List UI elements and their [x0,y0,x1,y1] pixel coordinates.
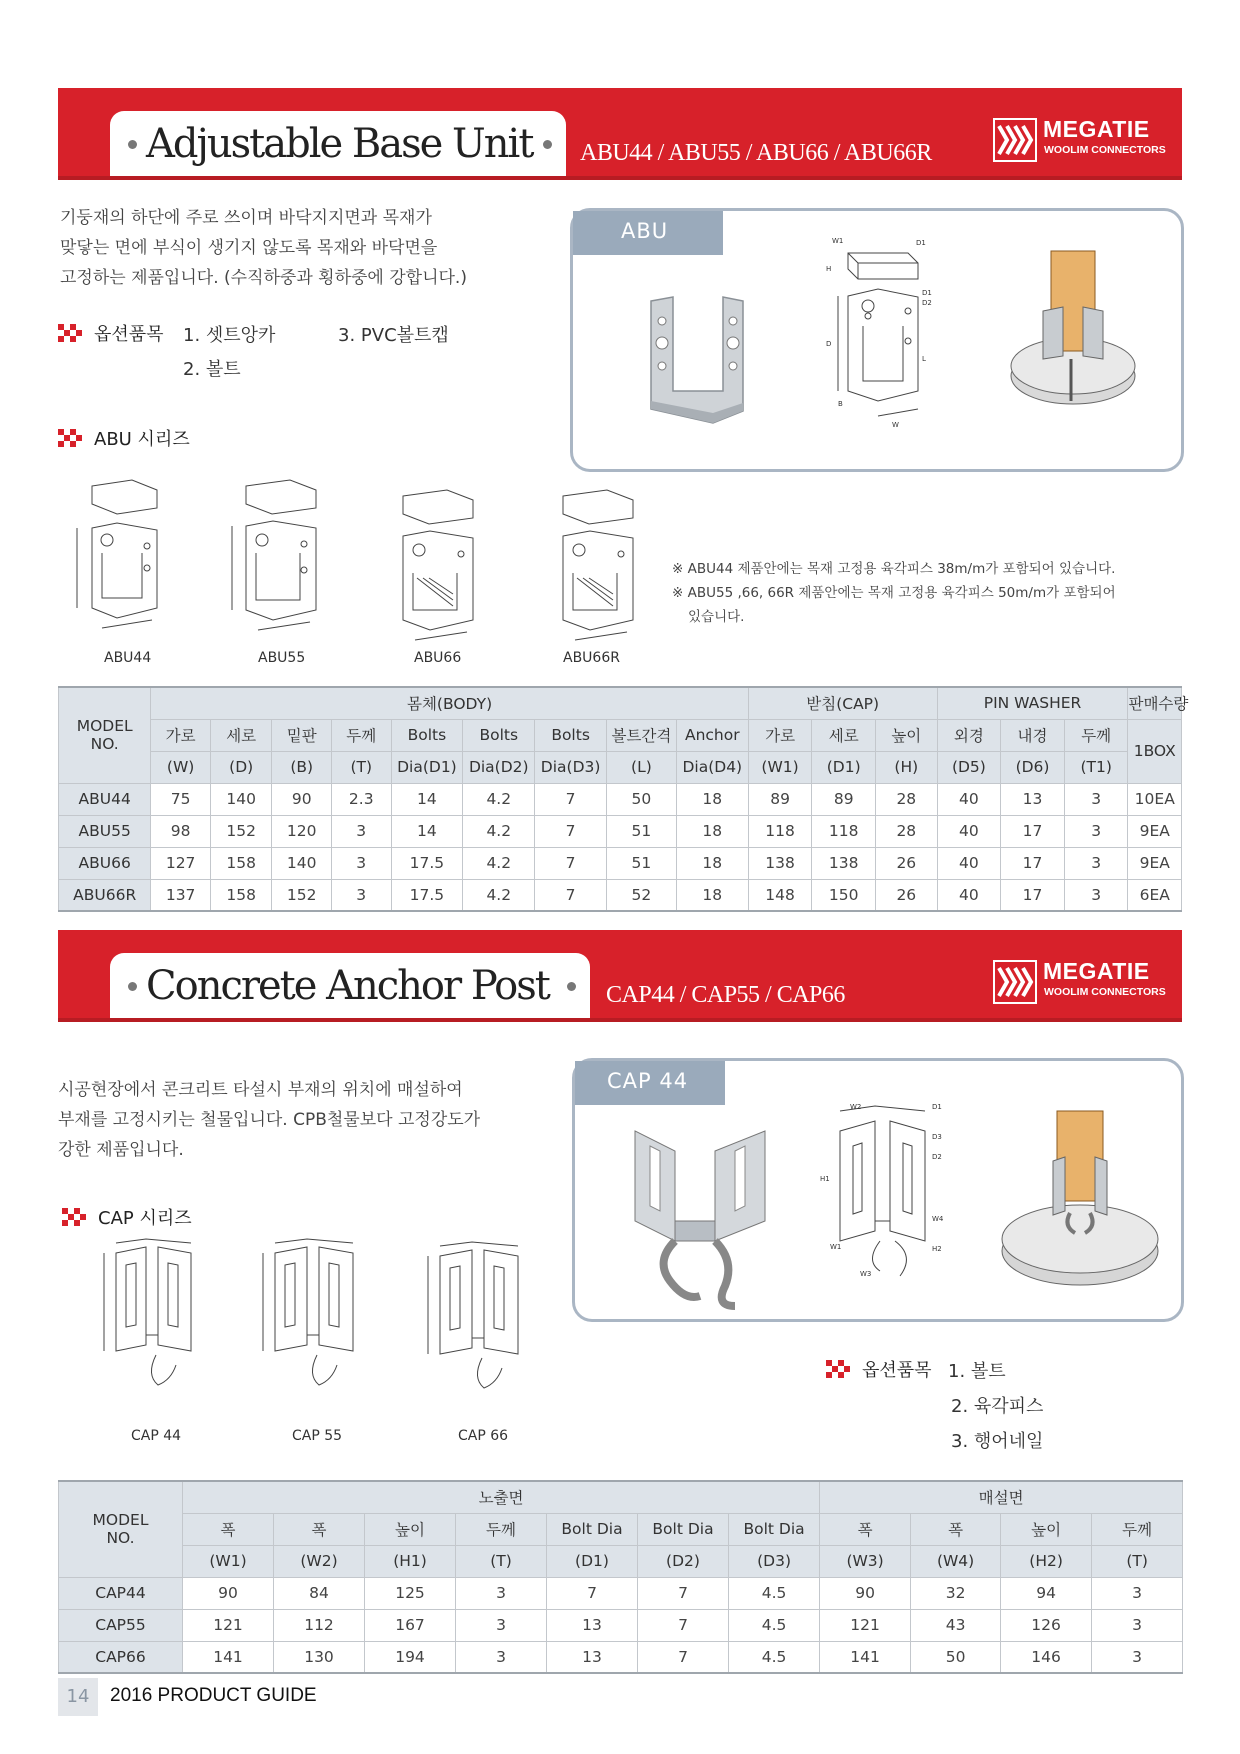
table-cell: 125 [365,1577,456,1609]
svg-text:W: W [892,421,899,429]
cap-desc-line: 부재를 고정시키는 철물입니다. CPB철물보다 고정강도가 [58,1110,481,1130]
column-name: 폭 [820,1513,911,1545]
table-cell: 7 [535,879,607,911]
table-cell: 7 [638,1577,729,1609]
table-cell: 18 [676,783,748,815]
table-cell: 146 [1001,1641,1092,1673]
column-unit: (D1) [547,1545,638,1577]
cap-spec-table [58,1480,1183,1674]
table-cell: 138 [812,847,876,879]
column-name: 가로 [151,719,211,751]
table-cell: 17 [1001,879,1065,911]
column-name: 내경 [1001,719,1065,751]
abu55-label: ABU55 [258,650,306,666]
column-unit: (D5) [937,751,1001,783]
abu-options-label: 옵션품목 [94,324,164,345]
table-cell: 3 [1092,1641,1183,1673]
table-cell: 6EA [1128,879,1182,911]
column-name: 세로 [210,719,272,751]
abu-installed-view [1003,241,1143,421]
abu66r-label: ABU66R [563,650,620,666]
checker-bullet-icon [62,1208,84,1226]
table-cell: 4.5 [729,1577,820,1609]
table-cell: 121 [820,1609,911,1641]
group-header: 매설면 [820,1481,1183,1513]
table-cell: 84 [274,1577,365,1609]
table-cell: 3 [456,1609,547,1641]
table-cell: 3 [331,815,391,847]
abu-option-1: 1. 셋트앙카 [183,325,276,346]
table-cell: 120 [272,815,332,847]
megatie-logo [993,958,1173,1006]
table-cell: 152 [272,879,332,911]
table-cell: 3 [1064,783,1128,815]
column-unit: (L) [607,751,677,783]
table-row [59,1609,1183,1641]
table-cell: 40 [937,879,1001,911]
abu-desc-line: 고정하는 제품입니다. (수직하중과 횡하중에 강합니다.) [60,268,467,288]
cap-header-band [58,930,1182,1018]
column-name: Anchor [676,719,748,751]
table-cell: 3 [1092,1577,1183,1609]
table-cell: 51 [607,847,677,879]
svg-text:H2: H2 [932,1245,942,1253]
column-name: 두께 [456,1513,547,1545]
column-name: 높이 [365,1513,456,1545]
column-unit: (H) [876,751,938,783]
table-cell: 13 [1001,783,1065,815]
column-name: 밑판 [272,719,332,751]
svg-text:B: B [838,400,843,408]
table-cell: 4.2 [463,815,535,847]
table-cell: 7 [535,847,607,879]
table-cell: 150 [812,879,876,911]
cap55-label: CAP 55 [292,1428,343,1444]
table-cell: 141 [183,1641,274,1673]
megatie-logo [993,116,1173,164]
table-row [59,1577,1183,1609]
page-number: 14 [58,1678,98,1716]
table-cell: 194 [365,1641,456,1673]
table-row [59,847,1182,879]
table-cell: 118 [748,815,812,847]
column-unit: (T) [456,1545,547,1577]
table-cell: 3 [1092,1609,1183,1641]
table-cell: 4.2 [463,783,535,815]
table-cell: 4.2 [463,879,535,911]
column-unit: (D1) [812,751,876,783]
column-unit: (D) [210,751,272,783]
table-cell: 90 [183,1577,274,1609]
column-name: 두께 [1064,719,1128,751]
table-row [59,1641,1183,1673]
table-cell: 17.5 [391,847,463,879]
abu-model-list: ABU44 / ABU55 / ABU66 / ABU66R [580,140,932,166]
abu-series-heading [58,425,190,451]
column-unit: (H1) [365,1545,456,1577]
model-cell: CAP55 [59,1609,183,1641]
column-unit: (T) [331,751,391,783]
table-cell: 18 [676,847,748,879]
brand-sub: WOOLIM CONNECTORS [1044,144,1166,156]
table-cell: 50 [911,1641,1001,1673]
cap-photo [615,1121,785,1311]
table-cell: 138 [748,847,812,879]
cap-option-1: 1. 볼트 [948,1361,1006,1382]
table-cell: 40 [937,847,1001,879]
table-cell: 4.2 [463,847,535,879]
cap-technical-drawing [820,1101,970,1291]
abu66-drawing [375,478,495,648]
abu-photo [643,291,753,431]
abu66-label: ABU66 [414,650,462,666]
table-cell: 17 [1001,847,1065,879]
column-unit: (H2) [1001,1545,1092,1577]
megatie-logo-icon [993,960,1037,1004]
cap-installed-view [995,1101,1165,1301]
table-cell: 127 [151,847,211,879]
svg-text:L: L [922,355,926,363]
svg-text:H1: H1 [820,1175,830,1183]
column-unit: (W1) [183,1545,274,1577]
cap55-drawing [255,1235,385,1405]
column-unit: (D2) [638,1545,729,1577]
column-name: 볼트간격 [607,719,677,751]
abu-box-tab: ABU [573,211,723,255]
column-name: 폭 [911,1513,1001,1545]
abu-option-2: 2. 볼트 [183,359,241,380]
table-cell: 26 [876,879,938,911]
abu-header-band [58,88,1182,176]
footer-guide-title: 2016 PRODUCT GUIDE [110,1685,317,1706]
abu-technical-drawing [818,231,948,431]
table-cell: 140 [272,847,332,879]
column-name: Bolt Dia [547,1513,638,1545]
svg-text:D: D [826,340,832,348]
table-row [59,879,1182,911]
table-cell: 7 [638,1609,729,1641]
column-name: 폭 [274,1513,365,1545]
megatie-logo-icon [993,118,1037,162]
column-name: 높이 [876,719,938,751]
table-cell: 3 [331,847,391,879]
table-cell: 7 [535,815,607,847]
svg-text:W1: W1 [832,237,844,245]
cap-options-heading [826,1356,932,1382]
table-cell: 28 [876,815,938,847]
abu-series-label: ABU 시리즈 [94,429,190,450]
abu-notes [672,557,1116,629]
svg-text:W1: W1 [830,1243,842,1251]
table-cell: 40 [937,815,1001,847]
cap-description [58,1075,480,1165]
table-cell: 137 [151,879,211,911]
column-unit: Dia(D3) [535,751,607,783]
column-name: 가로 [748,719,812,751]
table-cell: 75 [151,783,211,815]
abu-option-3: 3. PVC볼트캡 [338,325,449,346]
column-unit: Dia(D4) [676,751,748,783]
abu44-drawing [62,468,182,638]
table-cell: 13 [547,1641,638,1673]
abu44-label: ABU44 [104,650,152,666]
table-cell: 98 [151,815,211,847]
cap-options-label: 옵션품목 [862,1360,932,1381]
cap-title-tab [110,953,590,1018]
table-cell: 3 [1064,879,1128,911]
column-name: 세로 [812,719,876,751]
cap-desc-line: 시공현장에서 콘크리트 타설시 부재의 위치에 매설하여 [58,1080,463,1100]
table-cell: 3 [1064,847,1128,879]
column-name: Bolt Dia [638,1513,729,1545]
table-cell: 140 [210,783,272,815]
column-name: 두께 [331,719,391,751]
model-header: MODEL NO. [59,687,151,783]
column-name: 높이 [1001,1513,1092,1545]
table-cell: 10EA [1128,783,1182,815]
column-unit: (D6) [1001,751,1065,783]
table-row [59,783,1182,815]
model-header: MODEL NO. [59,1481,183,1577]
table-cell: 90 [272,783,332,815]
table-cell: 3 [1064,815,1128,847]
table-cell: 148 [748,879,812,911]
table-cell: 90 [820,1577,911,1609]
column-name: Bolt Dia [729,1513,820,1545]
table-cell: 158 [210,847,272,879]
cap44-drawing [96,1235,226,1405]
table-cell: 167 [365,1609,456,1641]
column-name: 두께 [1092,1513,1183,1545]
svg-text:W4: W4 [932,1215,944,1223]
column-unit: (W2) [274,1545,365,1577]
table-cell: 43 [911,1609,1001,1641]
table-cell: 158 [210,879,272,911]
column-unit: (W3) [820,1545,911,1577]
table-cell: 126 [1001,1609,1092,1641]
table-cell: 89 [812,783,876,815]
abu-desc-line: 맞닿는 면에 부식이 생기지 않도록 목재와 바닥면을 [60,238,438,258]
table-cell: 13 [547,1609,638,1641]
abu-options-heading [58,320,164,346]
model-cell: ABU66 [59,847,151,879]
table-cell: 9EA [1128,815,1182,847]
abu-note-line: ※ ABU44 제품안에는 목재 고정용 육각피스 38m/m가 포함되어 있습니다. [672,561,1116,577]
brand-sub: WOOLIM CONNECTORS [1044,986,1166,998]
svg-text:D2: D2 [932,1153,942,1161]
table-cell: 3 [331,879,391,911]
group-header: PIN WASHER [937,687,1128,719]
group-header: 몸체(BODY) [151,687,748,719]
table-cell: 18 [676,879,748,911]
abu-note-line: ※ ABU55 ,66, 66R 제품안에는 목재 고정용 육각피스 50m/m가 포함되어 [672,585,1116,601]
svg-text:D1: D1 [916,239,926,247]
abu55-drawing [218,468,338,638]
svg-text:H: H [826,265,832,273]
cap66-label: CAP 66 [458,1428,509,1444]
column-name: 외경 [937,719,1001,751]
cap-title: Concrete Anchor Post [146,963,549,1009]
model-cell: CAP66 [59,1641,183,1673]
table-cell: 32 [911,1577,1001,1609]
abu-title: Adjustable Base Unit [146,121,533,167]
table-cell: 17 [1001,815,1065,847]
column-unit: (T1) [1064,751,1128,783]
column-unit: (W4) [911,1545,1001,1577]
model-cell: CAP44 [59,1577,183,1609]
table-cell: 118 [812,815,876,847]
table-cell: 26 [876,847,938,879]
table-cell: 9EA [1128,847,1182,879]
column-unit: (D3) [729,1545,820,1577]
table-cell: 50 [607,783,677,815]
abu-title-tab [110,111,566,176]
column-unit: Dia(D2) [463,751,535,783]
svg-text:D2: D2 [922,299,932,307]
svg-text:D1: D1 [922,289,932,297]
column-unit: (B) [272,751,332,783]
table-cell: 4.5 [729,1641,820,1673]
table-cell: 7 [638,1641,729,1673]
cap-series-heading [62,1204,192,1230]
table-cell: 7 [535,783,607,815]
cap-desc-line: 강한 제품입니다. [58,1140,184,1160]
table-cell: 14 [391,815,463,847]
table-cell: 17.5 [391,879,463,911]
table-cell: 89 [748,783,812,815]
cap-box-tab: CAP 44 [575,1061,725,1105]
abu66r-drawing [535,478,655,648]
model-cell: ABU66R [59,879,151,911]
svg-text:W3: W3 [860,1270,872,1278]
table-cell: 3 [456,1577,547,1609]
column-name: Bolts [535,719,607,751]
checker-bullet-icon [58,429,80,447]
checker-bullet-icon [826,1360,848,1378]
cap44-label: CAP 44 [131,1428,182,1444]
svg-text:D3: D3 [932,1133,942,1141]
table-cell: 28 [876,783,938,815]
table-cell: 121 [183,1609,274,1641]
table-cell: 3 [456,1641,547,1673]
cap66-drawing [420,1238,550,1408]
svg-text:W2: W2 [850,1103,862,1111]
table-cell: 40 [937,783,1001,815]
brand-name: MEGATIE [1043,958,1150,984]
model-cell: ABU55 [59,815,151,847]
cap-model-list: CAP44 / CAP55 / CAP66 [606,982,845,1008]
cap-series-label: CAP 시리즈 [98,1208,192,1229]
abu-product-box [570,208,1184,472]
table-cell: 7 [547,1577,638,1609]
column-unit: (W) [151,751,211,783]
column-name: Bolts [463,719,535,751]
table-cell: 112 [274,1609,365,1641]
cap-product-box [572,1058,1184,1322]
table-cell: 141 [820,1641,911,1673]
abu-spec-table [58,686,1189,912]
table-cell: 152 [210,815,272,847]
abu-desc-line: 기둥재의 하단에 주로 쓰이며 바닥지지면과 목재가 [60,208,432,228]
box-qty-header: 1BOX [1128,719,1182,783]
model-cell: ABU44 [59,783,151,815]
brand-name: MEGATIE [1043,116,1150,142]
column-unit: (W1) [748,751,812,783]
table-cell: 2.3 [331,783,391,815]
table-cell: 51 [607,815,677,847]
group-header: 받침(CAP) [748,687,937,719]
table-cell: 4.5 [729,1609,820,1641]
checker-bullet-icon [58,324,80,342]
column-name: Bolts [391,719,463,751]
column-unit: (T) [1092,1545,1183,1577]
table-row [59,815,1182,847]
abu-description [60,203,467,293]
cap-option-3: 3. 행어네일 [951,1431,1044,1452]
column-unit: Dia(D1) [391,751,463,783]
table-cell: 18 [676,815,748,847]
group-header: 판매수량 [1128,687,1182,719]
table-cell: 52 [607,879,677,911]
cap-option-2: 2. 육각피스 [951,1396,1044,1417]
svg-text:D1: D1 [932,1103,942,1111]
column-name: 폭 [183,1513,274,1545]
table-cell: 94 [1001,1577,1092,1609]
table-cell: 130 [274,1641,365,1673]
group-header: 노출면 [183,1481,820,1513]
abu-note-line: 있습니다. [688,609,745,625]
table-cell: 14 [391,783,463,815]
